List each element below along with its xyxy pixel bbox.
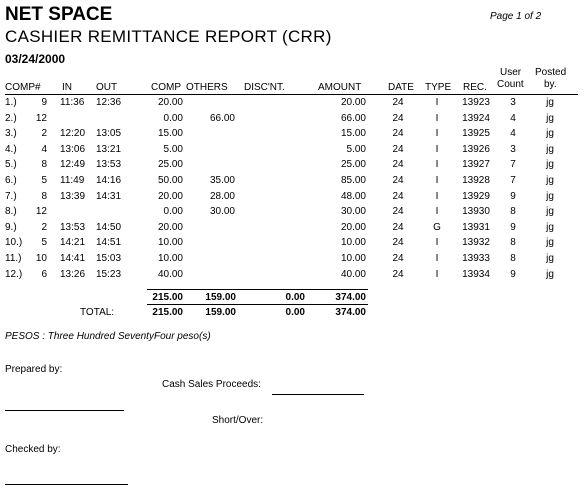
col-rec: REC. (463, 82, 487, 93)
row-type: I (435, 112, 439, 124)
row-amount: 5.00 (346, 143, 366, 155)
row-comp-amount: 25.00 (157, 159, 183, 171)
row-date: 24 (392, 253, 404, 264)
row-type: I (435, 143, 439, 155)
row-in-time: 13:06 (60, 143, 86, 155)
row-user-count: 4 (510, 112, 516, 124)
row-comp-amount: 20.00 (157, 190, 183, 202)
row-out-time: 14:50 (96, 221, 122, 233)
row-rec-no: 13931 (462, 221, 490, 233)
row-type: I (435, 206, 439, 218)
row-comp-no: 8 (41, 190, 47, 202)
row-posted-by: jg (546, 159, 554, 171)
row-out-time: 14:31 (96, 190, 122, 202)
subtotal-amount: 374.00 (335, 292, 366, 303)
row-type: I (435, 175, 439, 186)
row-in-time: 14:41 (60, 253, 86, 264)
col-posted-by-line1: Posted (535, 67, 567, 78)
row-posted-by: jg (546, 268, 554, 280)
col-user-count-line1: User (500, 67, 522, 78)
row-out-time: 12:36 (96, 97, 122, 108)
row-comp-amount: 10.00 (157, 253, 183, 264)
prepared-by-label: Prepared by: (5, 364, 63, 375)
row-others-amount: 35.00 (209, 175, 235, 186)
row-in-time: 12:49 (60, 159, 86, 171)
pesos-amount-in-words: PESOS : Three Hundred SeventyFour peso(s) (5, 331, 211, 342)
row-comp-amount: 5.00 (163, 143, 183, 155)
row-comp-amount: 40.00 (157, 268, 183, 280)
row-rec-no: 13926 (462, 143, 490, 155)
row-posted-by: jg (546, 175, 554, 186)
row-amount: 20.00 (340, 221, 366, 233)
total-label: TOTAL: (80, 307, 115, 318)
cash-sales-line (272, 394, 364, 395)
row-others-amount: 28.00 (209, 190, 235, 202)
row-in-time: 13:53 (60, 221, 86, 233)
subtotal-rule-top (147, 289, 368, 290)
row-out-time: 15:03 (96, 253, 122, 264)
row-rec-no: 13933 (462, 253, 490, 264)
row-type: I (435, 237, 439, 249)
row-date: 24 (392, 190, 404, 202)
row-index: 11.) (5, 253, 22, 264)
row-posted-by: jg (546, 97, 554, 108)
subtotal-rule-bottom (147, 304, 368, 305)
row-date: 24 (392, 268, 404, 280)
total-others: 159.00 (205, 307, 236, 318)
subtotal-discnt: 0.00 (285, 292, 305, 303)
row-type: I (435, 253, 439, 264)
row-rec-no: 13924 (462, 112, 490, 124)
row-date: 24 (392, 237, 404, 249)
row-date: 24 (392, 175, 404, 186)
cash-sales-label: Cash Sales Proceeds: (162, 379, 261, 390)
row-index: 7.) (5, 190, 17, 202)
row-out-time: 14:16 (96, 175, 122, 186)
row-in-time: 11:49 (60, 175, 85, 186)
row-out-time: 13:05 (96, 128, 122, 140)
report-title: CASHIER REMITTANCE REPORT (CRR) (5, 27, 332, 46)
row-type: I (435, 159, 439, 171)
row-date: 24 (392, 112, 404, 124)
row-index: 2.) (5, 112, 17, 124)
row-user-count: 3 (510, 143, 516, 155)
col-comp-no: COMP# (5, 82, 41, 93)
row-type: I (435, 268, 439, 280)
company-name: NET SPACE (5, 4, 113, 25)
row-date: 24 (392, 143, 404, 155)
row-index: 4.) (5, 143, 17, 155)
row-user-count: 9 (510, 268, 516, 280)
row-amount: 85.00 (340, 175, 366, 186)
row-out-time: 15:23 (96, 268, 122, 280)
row-in-time: 13:39 (60, 190, 86, 202)
row-amount: 10.00 (340, 253, 366, 264)
total-comp: 215.00 (152, 307, 183, 318)
row-type: I (435, 190, 439, 202)
row-amount: 66.00 (340, 112, 366, 124)
col-date: DATE (388, 82, 414, 93)
row-amount: 20.00 (340, 97, 366, 108)
row-amount: 48.00 (340, 190, 366, 202)
row-date: 24 (392, 221, 404, 233)
row-amount: 40.00 (340, 268, 366, 280)
row-type: I (435, 128, 439, 140)
row-comp-no: 8 (41, 159, 47, 171)
row-comp-no: 12 (35, 112, 47, 124)
total-discnt: 0.00 (285, 307, 305, 318)
checked-by-label: Checked by: (5, 444, 61, 455)
page-indicator: Page 1 of 2 (490, 11, 542, 22)
checked-by-signature-line (5, 484, 128, 485)
col-user-count-line2: Count (497, 79, 524, 90)
row-amount: 10.00 (340, 237, 366, 249)
row-others-amount: 30.00 (209, 206, 235, 218)
row-in-time: 14:21 (60, 237, 86, 249)
row-comp-amount: 0.00 (163, 112, 183, 124)
col-comp: COMP (151, 82, 181, 93)
row-date: 24 (392, 159, 404, 171)
row-index: 9.) (5, 221, 17, 233)
row-out-time: 13:53 (96, 159, 122, 171)
row-comp-amount: 10.00 (157, 237, 183, 249)
row-posted-by: jg (546, 143, 554, 155)
col-in: IN (62, 82, 72, 93)
row-user-count: 7 (510, 175, 516, 186)
row-posted-by: jg (546, 112, 554, 124)
row-posted-by: jg (546, 190, 554, 202)
row-rec-no: 13927 (462, 159, 490, 171)
row-index: 5.) (5, 159, 17, 171)
row-index: 8.) (5, 206, 17, 218)
row-comp-amount: 0.00 (163, 206, 183, 218)
col-out: OUT (96, 82, 118, 93)
row-amount: 25.00 (340, 159, 366, 171)
row-comp-no: 5 (41, 175, 47, 186)
row-rec-no: 13925 (462, 128, 490, 140)
row-date: 24 (392, 97, 404, 108)
row-user-count: 4 (510, 128, 516, 140)
row-posted-by: jg (546, 221, 554, 233)
row-comp-no: 12 (35, 206, 47, 218)
row-user-count: 3 (510, 97, 516, 108)
col-discnt: DISC'NT. (244, 82, 285, 93)
row-date: 24 (392, 206, 404, 218)
row-comp-no: 2 (41, 221, 47, 233)
row-rec-no: 13934 (462, 268, 490, 280)
row-index: 6.) (5, 175, 17, 186)
row-user-count: 9 (510, 190, 516, 202)
row-out-time: 13:21 (96, 143, 122, 155)
row-comp-amount: 15.00 (157, 128, 183, 140)
row-rec-no: 13923 (462, 97, 490, 108)
row-rec-no: 13932 (462, 237, 490, 249)
row-in-time: 11:36 (60, 97, 85, 108)
col-posted-by-line2: by. (544, 79, 557, 90)
total-amount: 374.00 (335, 307, 366, 318)
subtotal-comp: 215.00 (152, 292, 183, 303)
row-out-time: 14:51 (96, 237, 122, 249)
row-amount: 15.00 (340, 128, 366, 140)
report-date: 03/24/2000 (5, 52, 66, 66)
row-user-count: 9 (510, 221, 516, 233)
row-rec-no: 13928 (462, 175, 490, 186)
row-comp-amount: 20.00 (157, 97, 183, 108)
col-others: OTHERS (186, 82, 228, 93)
row-rec-no: 13929 (462, 190, 490, 202)
row-index: 1.) (5, 97, 17, 108)
row-type: G (433, 221, 441, 233)
row-user-count: 8 (510, 253, 516, 264)
row-posted-by: jg (546, 128, 554, 140)
col-type: TYPE (425, 82, 452, 93)
subtotal-others: 159.00 (205, 292, 236, 303)
row-comp-no: 5 (41, 237, 47, 249)
row-comp-no: 10 (35, 253, 47, 264)
row-posted-by: jg (546, 253, 554, 264)
row-date: 24 (392, 128, 404, 140)
row-comp-amount: 20.00 (157, 221, 183, 233)
row-rec-no: 13930 (462, 206, 490, 218)
row-index: 3.) (5, 128, 17, 140)
row-comp-no: 4 (41, 143, 47, 155)
row-posted-by: jg (546, 237, 554, 249)
row-user-count: 8 (510, 206, 516, 218)
row-index: 12.) (5, 268, 23, 280)
col-amount: AMOUNT (318, 82, 362, 93)
row-posted-by: jg (546, 206, 554, 218)
row-index: 10.) (5, 237, 23, 249)
row-user-count: 7 (510, 159, 516, 171)
row-in-time: 12:20 (60, 128, 86, 140)
row-amount: 30.00 (340, 206, 366, 218)
row-comp-no: 6 (41, 268, 47, 280)
row-others-amount: 66.00 (209, 112, 235, 124)
row-comp-amount: 50.00 (157, 175, 183, 186)
row-comp-no: 2 (41, 128, 47, 140)
row-in-time: 13:26 (60, 268, 86, 280)
header-rule (5, 94, 578, 95)
row-type: I (435, 97, 439, 108)
row-user-count: 8 (510, 237, 516, 249)
prepared-by-signature-line (5, 410, 124, 411)
row-comp-no: 9 (41, 97, 47, 108)
short-over-label: Short/Over: (212, 415, 264, 426)
